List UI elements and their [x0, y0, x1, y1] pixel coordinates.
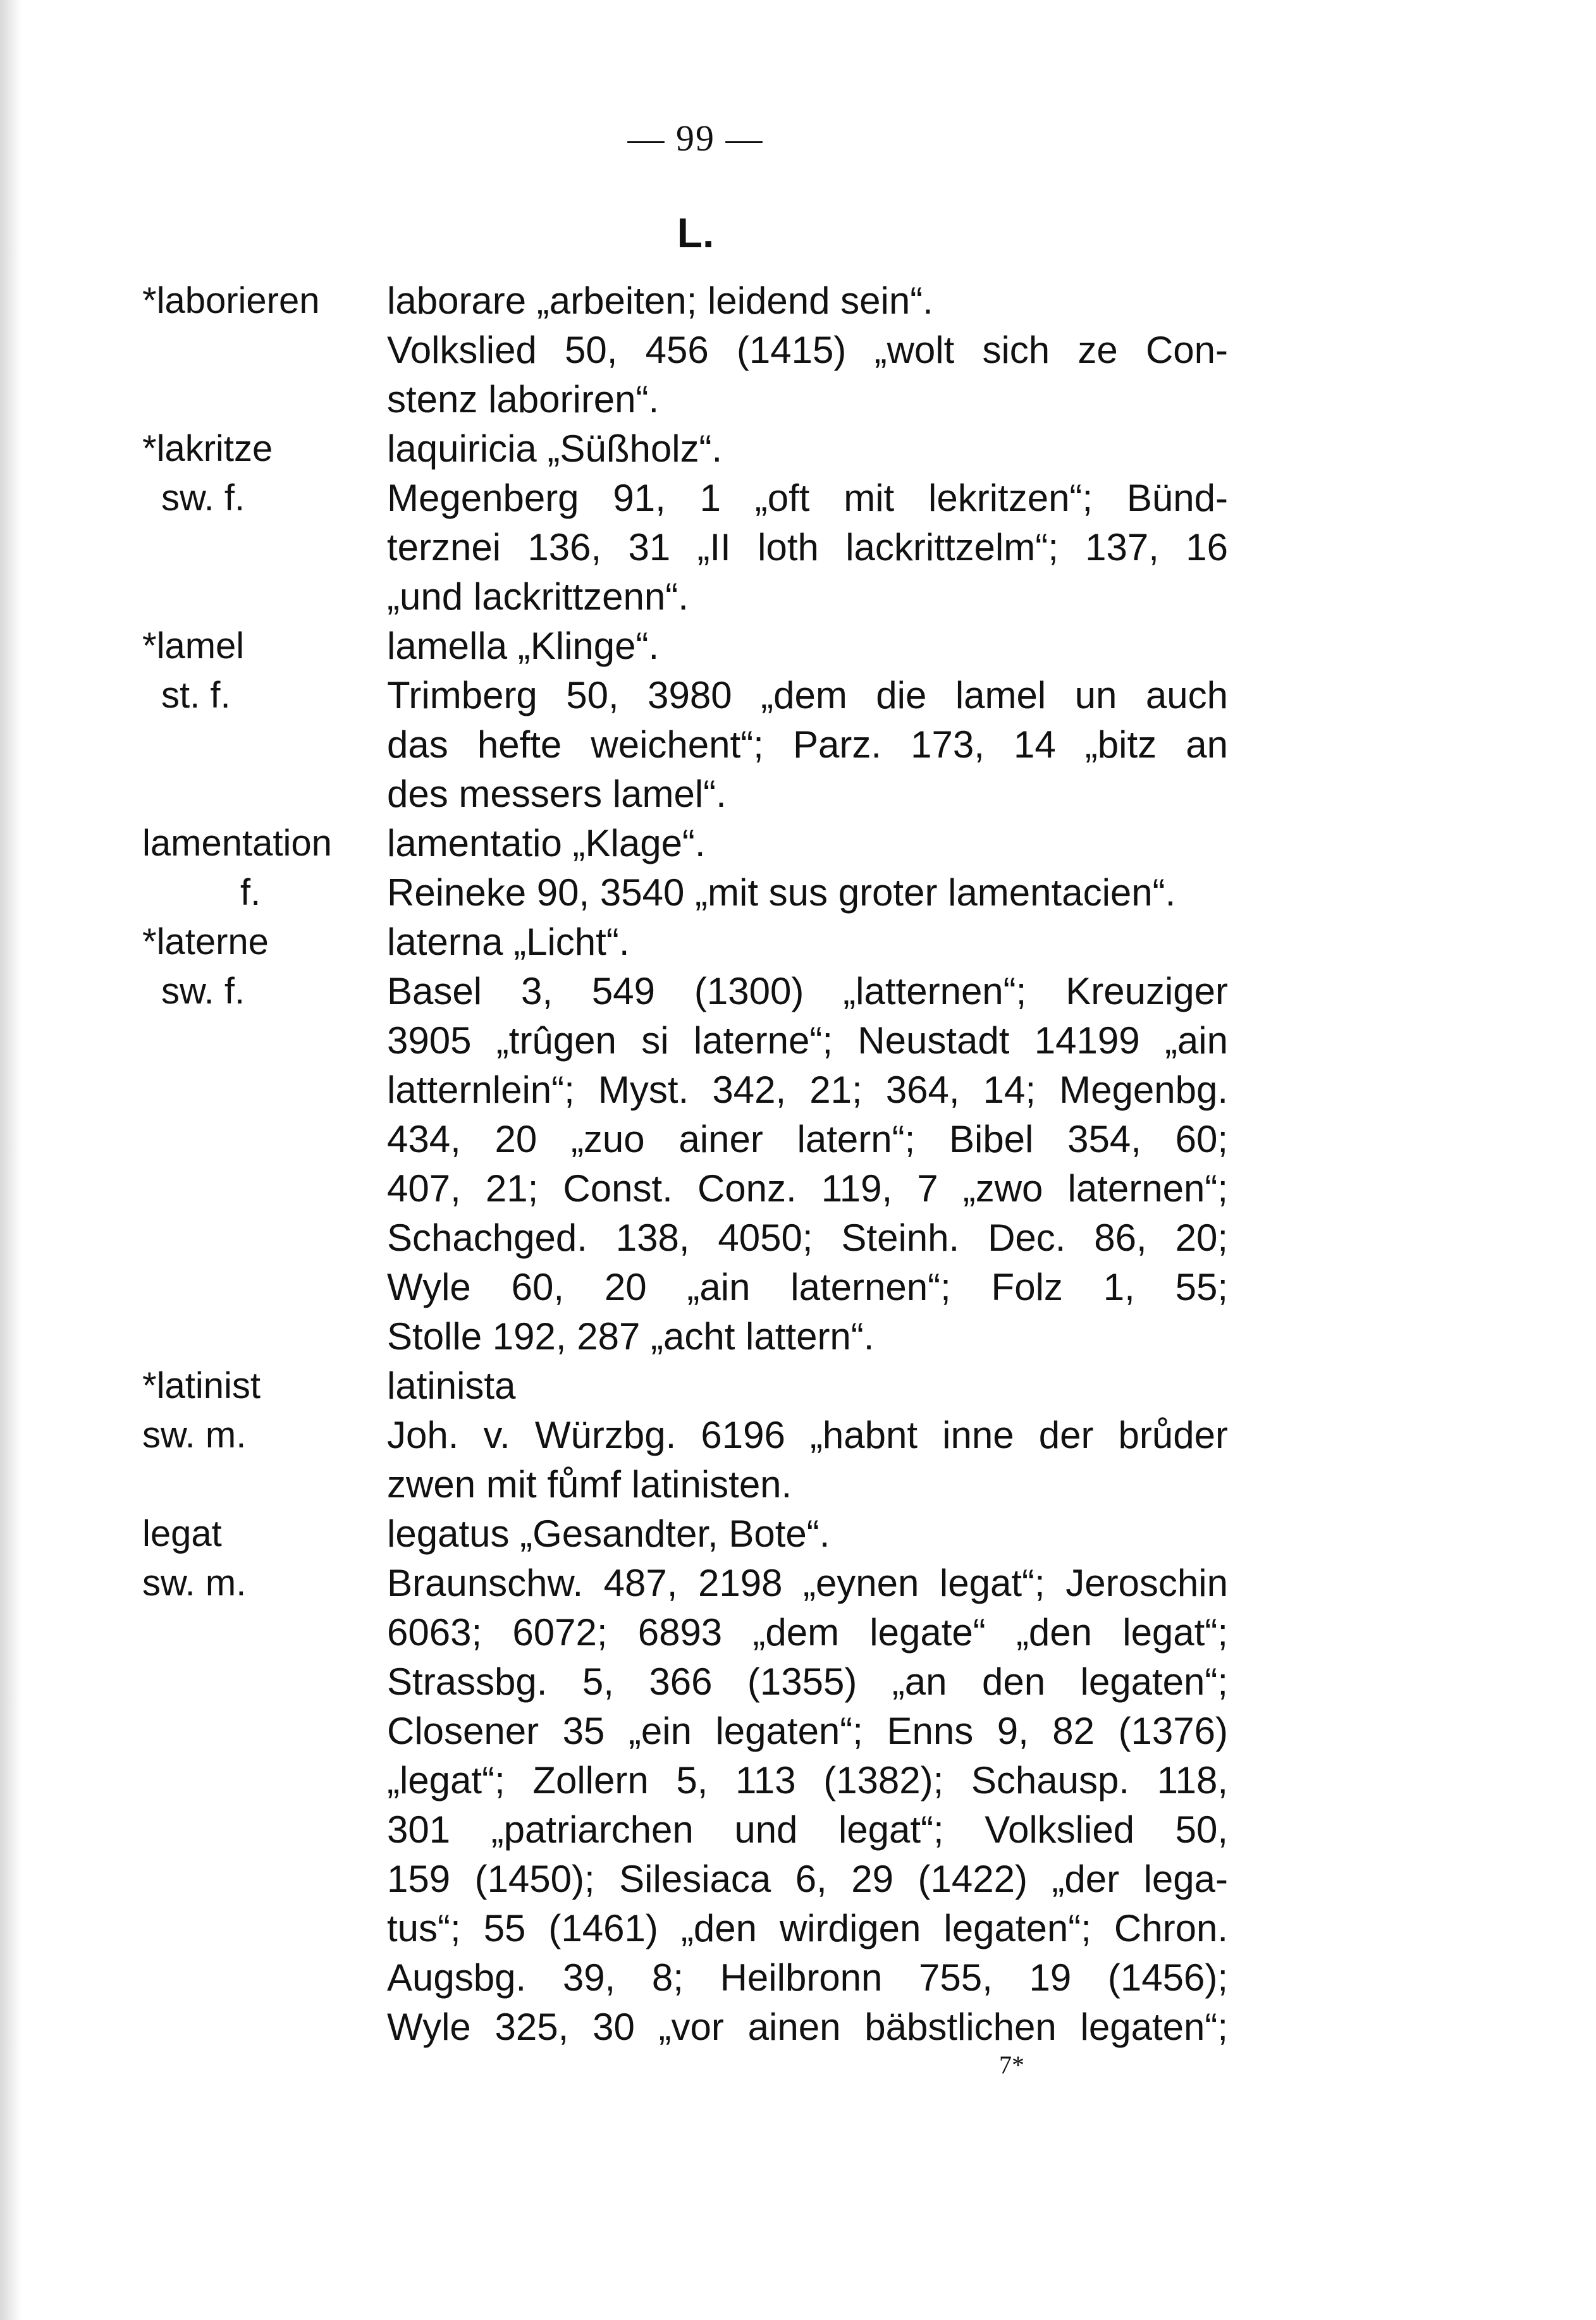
entry-grammar: sw. f. [161, 477, 245, 519]
entry-line: legatus „Gesandter, Bote“. [387, 1513, 830, 1555]
section-heading: L. [677, 209, 715, 256]
entry-line: Basel 3, 549 (1300) „latternen“; Kreuziger [387, 970, 1228, 1012]
entry-line: das hefte weichent“; Parz. 173, 14 „bitz an [387, 723, 1228, 766]
entry-lemma: *lamel [142, 625, 245, 666]
entry-line: Stolle 192, 287 „acht lattern“. [387, 1315, 875, 1358]
entry-line: 159 (1450); Silesiaca 6, 29 (1422) „der lega- [387, 1858, 1228, 1900]
entry-lemma: legat [142, 1513, 222, 1554]
entry-line: zwen mit fůmf latinisten. [387, 1463, 792, 1506]
entry-line: Schachged. 138, 4050; Steinh. Dec. 86, 20; [387, 1217, 1228, 1259]
entry-line: Braunschw. 487, 2198 „eynen legat“; Jeroschin [387, 1562, 1228, 1604]
entry-line: lamella „Klinge“. [387, 625, 660, 667]
entry-lemma: *lakritze [142, 428, 273, 469]
entry-lemma: lamentation [142, 823, 332, 864]
entry-line: Augsbg. 39, 8; Heilbronn 755, 19 (1456); [387, 1956, 1228, 1999]
entry-lemma: *latinist [142, 1365, 261, 1406]
entry-grammar: st. f. [161, 675, 231, 716]
entry-line: latternlein“; Myst. 342, 21; 364, 14; Megenbg. [387, 1069, 1228, 1111]
entry-grammar: sw. m. [142, 1415, 247, 1456]
entry-line: Megenberg 91, 1 „oft mit lekritzen“; Bünd- [387, 477, 1228, 519]
entry-line: tus“; 55 (1461) „den wirdigen legaten“; Chron. [387, 1907, 1228, 1949]
entry-line: Wyle 325, 30 „vor ainen bäbstlichen legaten“; [387, 2006, 1228, 2048]
entry-line: 6063; 6072; 6893 „dem legate“ „den legat“; [387, 1611, 1228, 1654]
entry-line: terznei 136, 31 „II loth lackrittzelm“; 137, 16 [387, 526, 1228, 568]
entry-line: laborare „arbeiten; leidend sein“. [387, 279, 933, 322]
entry-grammar: sw. f. [161, 971, 245, 1012]
entry-line: lamentatio „Klage“. [387, 822, 706, 864]
entry-line: Closener 35 „ein legaten“; Enns 9, 82 (1376) [387, 1710, 1228, 1752]
entry-line: Joh. v. Würzbg. 6196 „habnt inne der brůder [387, 1414, 1228, 1456]
entry-line: des messers lamel“. [387, 773, 727, 815]
entry-line: laquiricia „Süßholz“. [387, 427, 723, 470]
entry-line: 301 „patriarchen und legat“; Volkslied 50, [387, 1808, 1228, 1851]
entry-grammar: f. [240, 872, 261, 913]
entry-lemma: *laterne [142, 921, 269, 962]
entry-grammar: sw. m. [142, 1562, 247, 1604]
entry-line: laterna „Licht“. [387, 921, 630, 963]
entry-line: Wyle 60, 20 „ain laternen“; Folz 1, 55; [387, 1266, 1228, 1308]
entry-line: Trimberg 50, 3980 „dem die lamel un auch [387, 674, 1228, 716]
entry-lemma: *laborieren [142, 280, 320, 321]
entry-line: „und lackrittzenn“. [387, 575, 689, 618]
page-edge-shadow [0, 0, 21, 2320]
entry-line: Reineke 90, 3540 „mit sus groter lamentacien“. [387, 871, 1176, 914]
entry-line: 434, 20 „zuo ainer latern“; Bibel 354, 60; [387, 1118, 1228, 1160]
entry-line: 3905 „trûgen si laterne“; Neustadt 14199 „ain [387, 1019, 1228, 1062]
entry-line: Strassbg. 5, 366 (1355) „an den legaten“; [387, 1660, 1228, 1703]
entry-line: Volkslied 50, 456 (1415) „wolt sich ze Con- [387, 329, 1228, 371]
printer-signature: 7* [999, 2051, 1024, 2079]
entry-line: latinista [387, 1365, 516, 1407]
entry-line: 407, 21; Const. Conz. 119, 7 „zwo laternen“; [387, 1167, 1228, 1210]
entry-line: stenz laboriren“. [387, 378, 660, 420]
page-number: — 99 — [627, 118, 764, 159]
entry-line: „legat“; Zollern 5, 113 (1382); Schausp. 118, [387, 1759, 1228, 1801]
